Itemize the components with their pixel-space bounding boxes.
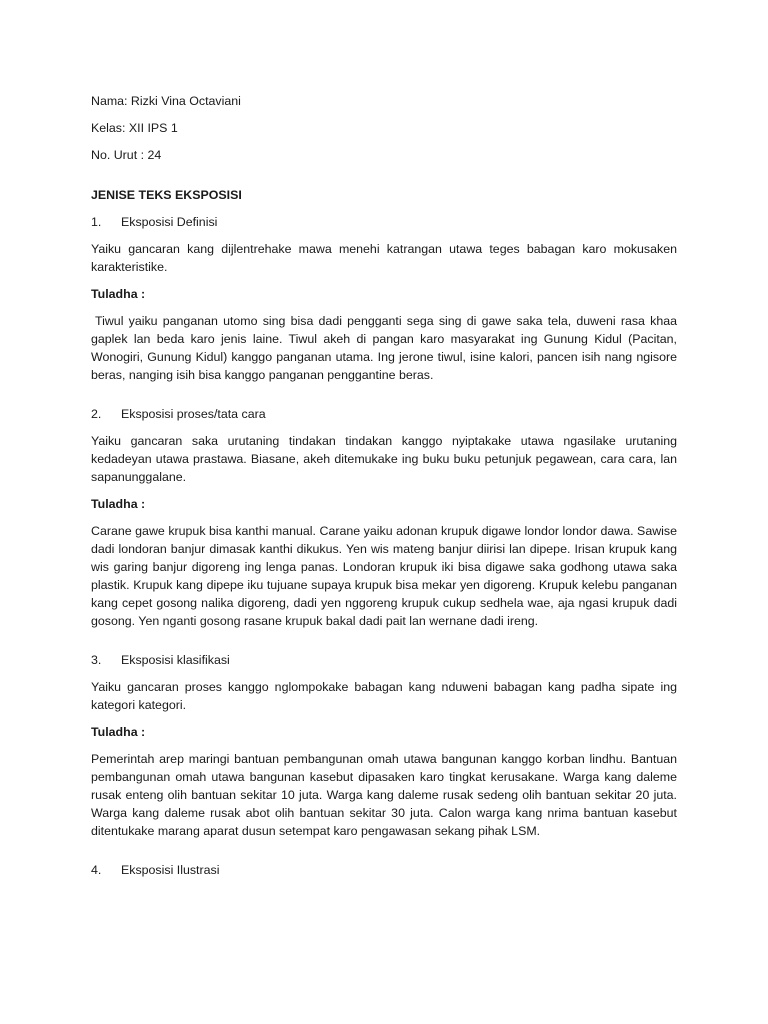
example-text: Pemerintah arep maringi bantuan pembangunan omah utawa bangunan kanggo korban lindhu. Bantuan pembangunan omah utawa bangunan kasebut dipasaken karo tingkat kerusakane. Warga kang daleme rusak enteng olih bantuan sekitar 10 juta. Warga kang daleme rusak sedeng olih bantuan sekitar 20 juta. Warga kang daleme rusak abot olih bantuan sekitar 30 juta. Calon warga kang nrima bantuan kasebut ditentukake marang aparat dusun setempat karo pengawasan sekang pihak LSM. — [91, 752, 677, 838]
example-text: Carane gawe krupuk bisa kanthi manual. Carane yaiku adonan krupuk digawe londor londor dawa. Sawise dadi londoran banjur dimasak kanthi dikukus. Yen wis mateng banjur diirisi lan dipepe. Irisan krupuk kang wis garing banjur digoreng ing lenga panas. Londoran krupuk iki bisa digawe saka godhong utawa saka plastik. Krupuk kang dipepe iku tujuane supaya krupuk bisa mekar yen digoreng. Krupuk kelebu panganan kang cepet gosong nalika digoreng, dadi yen nggoreng krupuk cukup sedhela wae, aja ngasi krupuk dadi gosong. Yen nganti gosong rasane krupuk bakal dadi pait lan wernane dadi ireng. — [91, 524, 677, 628]
student-class: Kelas: XII IPS 1 — [91, 121, 178, 135]
section-number: 2. — [91, 407, 102, 421]
document-title: JENISE TEKS EKSPOSISI — [91, 188, 242, 202]
example-label: Tuladha : — [91, 287, 146, 301]
section-definition: Yaiku gancaran kang dijlentrehake mawa menehi katrangan utawa teges babagan karo mokusaken karakteristike. — [91, 242, 677, 274]
section-heading — [91, 651, 677, 669]
section-definition: Yaiku gancaran proses kanggo nglompokake babagan kang nduweni babagan kang padha sipate ing kategori kategori. — [91, 680, 677, 712]
section-definition: Yaiku gancaran saka urutaning tindakan tindakan kanggo nyiptakake utawa ngasilake urutaning kedadeyan utawa prastawa. Biasane, akeh ditemukake ing buku buku petunjuk pegawean, cara cara, lan sapanunggalane. — [91, 434, 677, 484]
section-number: 1. — [91, 215, 102, 229]
section-heading — [91, 213, 677, 231]
student-number: No. Urut : 24 — [91, 148, 162, 162]
section-title: Eksposisi klasifikasi — [121, 653, 230, 667]
student-name: Nama: Rizki Vina Octaviani — [91, 94, 241, 108]
section-number: 3. — [91, 653, 102, 667]
section-number: 4. — [91, 863, 102, 877]
section-title: Eksposisi Definisi — [121, 215, 218, 229]
example-text: Tiwul yaiku panganan utomo sing bisa dadi pengganti sega sing di gawe saka tela, duweni rasa khaa gaplek lan beda karo jenis laine. Tiwul akeh di pangan karo masyarakat ing Gunung Kidul (Pacitan, Wonogiri, Gunung Kidul) kanggo panganan utama. Ing jerone tiwul, isine kalori, pancen isih nang ngisore beras, nanging isih bisa kanggo panganan penggantine beras. — [91, 314, 677, 382]
section-title: Eksposisi proses/tata cara — [121, 407, 266, 421]
section-heading — [91, 861, 677, 879]
example-label: Tuladha : — [91, 725, 146, 739]
document-body — [91, 92, 677, 879]
section-title: Eksposisi Ilustrasi — [121, 863, 220, 877]
section-heading — [91, 405, 677, 423]
example-label: Tuladha : — [91, 497, 146, 511]
